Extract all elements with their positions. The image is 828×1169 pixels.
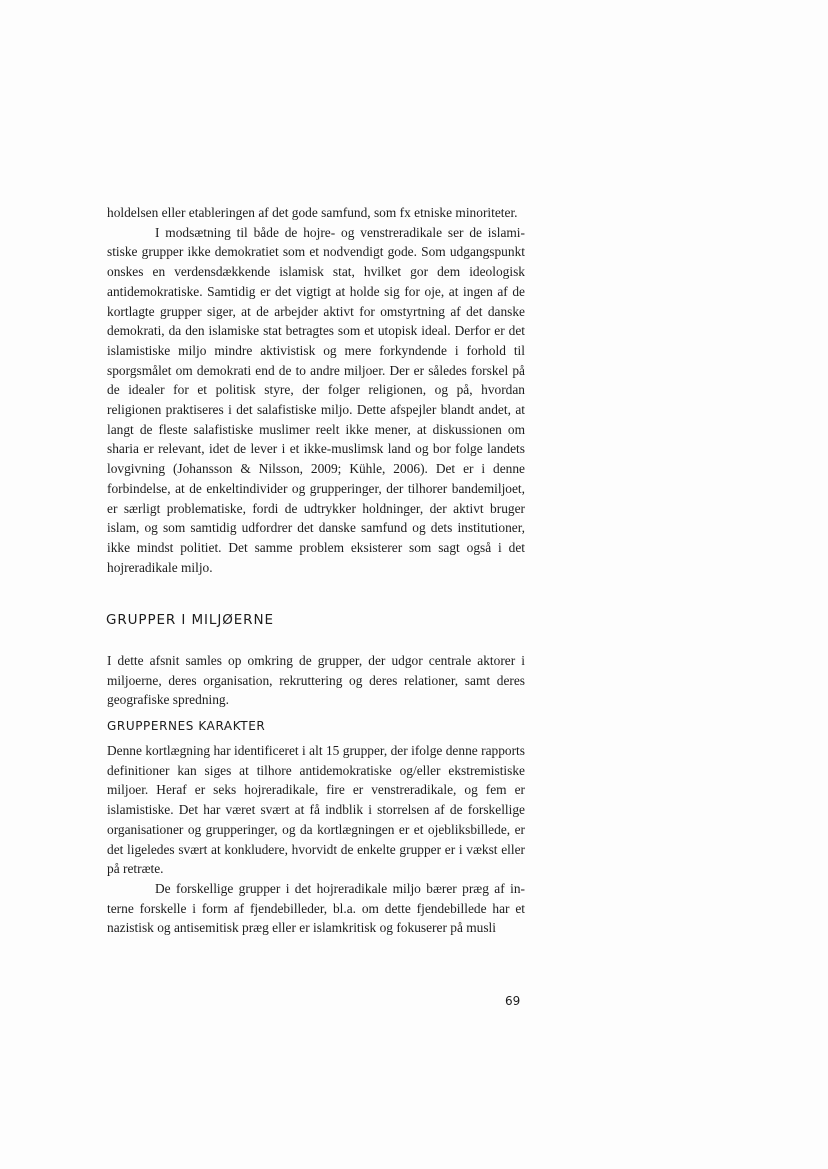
section-intro-paragraph: I dette afsnit samles op omkring de grupper, der udgor centrale aktorer i miljoerne, deres organisation, rekruttering og deres relationer, samt deres geografiske spredning.: [107, 653, 525, 708]
body-text-top: [107, 203, 525, 577]
paragraph-islamist-democracy: I modsætning til både de hojre- og venstreradikale ser de islamistiske grupper ikke demokratiet som et nodvendigt gode. Som udgangspunkt onskes en verdensdækkende islamisk stat, hvilket gor dem ideologisk antidemokratiske. Samtidig er det vigtigt at holde sig for oje, at ingen af de kortlagte grupper siger, at de arbejder aktivt for omstyrtning af det danske demokrati, da den islamiske stat betragtes som et utopisk ideal. Derfor er det islamistiske miljo mindre aktivistisk og mere forkyndende i forhold til sporgsmålet om demokrati end de to andre miljoer. Der er således forskel på de idealer for et politisk styre, der folger religionen, og på, hvordan religionen praktiseres i det salafistiske miljo. Dette afspejler blandt andet, at langt de fleste salafistiske muslimer reelt ikke mener, at diskussionen om sharia er relevant, idet de lever i et ikke-muslimsk land og bor folge landets lovgivning (Johansson & Nilsson, 2009; Kühle, 2006). Det er i denne forbindelse, at de enkeltindivider og grupperinger, der tilhorer bandemiljoet, er særligt problematiske, fordi de udtrykker holdninger, der aktivt bruger islam, og som samtidig udfordrer det danske samfund og dets institutioner, ikke mindst politiet. Det samme problem eksisterer som sagt også i det hojreradikale miljo.: [107, 224, 525, 575]
section-heading: GRUPPER I MILJØERNE: [106, 612, 274, 628]
paragraph-group-count: Denne kortlægning har identificeret i alt 15 grupper, der ifolge denne rapports definitioner kan siges at tilhore antidemokratiske og/eller ekstremistiske miljoer. Heraf er seks hojreradikale, fire er venstreradikale, og fem er islamistiske. Det har været svært at få indblik i storrelsen af de forskellige organisationer og grupperinger, og da kortlægningen er et ojebliksbillede, er det ligeledes svært at konkludere, hvorvidt de enkelte grupper er i vækst eller på retræte.: [107, 743, 525, 877]
subsection-heading: GRUPPERNES KARAKTER: [107, 719, 266, 733]
section-intro-block: [107, 651, 525, 710]
body-text-bottom: [107, 741, 525, 938]
paragraph-right-radical-groups: De forskellige grupper i det hojreradikale miljo bærer præg af interne forskelle i form af fjendebilleder, bl.a. om dette fjendebillede har et nazistisk og antisemitisk præg eller er islamkritisk og fokuserer på musli: [107, 880, 525, 936]
paragraph-continuation: holdelsen eller etableringen af det gode samfund, som fx etniske minoriteter.: [107, 205, 518, 220]
page-number: 69: [505, 994, 521, 1008]
